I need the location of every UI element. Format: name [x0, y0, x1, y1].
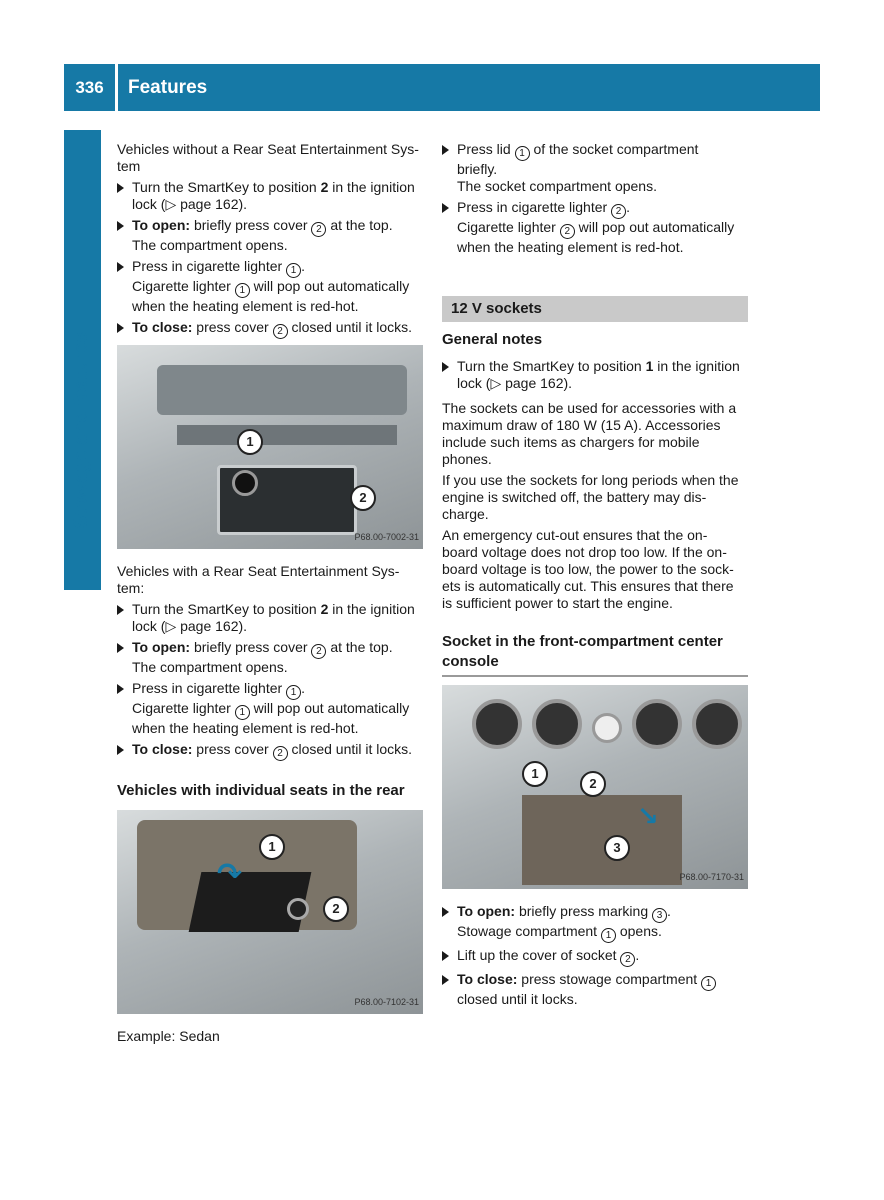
callout-2: 2: [323, 896, 349, 922]
lighter-shape: [232, 470, 258, 496]
marker-1-icon: 1: [601, 928, 616, 943]
clock-shape: [592, 713, 622, 743]
figure-front-console: [442, 685, 748, 889]
curved-arrow-icon: ↷: [217, 858, 243, 891]
step-turn-smartkey-2: Turn the SmartKey to position 2 in the ignition lock (▷ page 162).: [117, 601, 423, 635]
left-column: [117, 141, 423, 1049]
arrow-icon: [442, 907, 449, 917]
slot-shape: [177, 425, 397, 445]
arrow-icon: [117, 323, 124, 333]
marker-1-icon: 1: [235, 705, 250, 720]
step-turn-smartkey: Turn the SmartKey to position 2 in the ignition lock (▷ page 162).: [117, 179, 423, 213]
step-to-open-2: To open: briefly press cover 2 at the top. The compartment opens.: [117, 639, 423, 676]
step-to-close: To close: press cover 2 closed until it locks.: [117, 319, 423, 339]
figure-caption: Example: Sedan: [117, 1028, 220, 1044]
section-12v-sockets: 12 V sockets: [442, 296, 748, 322]
arrow-icon: [117, 262, 124, 272]
figure-code: P68.00-7002-31: [354, 532, 419, 542]
figure-individual-seats: [117, 810, 423, 1014]
vent-right-center-shape: [632, 699, 682, 749]
chapter-title: Features: [118, 64, 820, 111]
arrow-icon: [442, 975, 449, 985]
step-press-lighter-2: Press in cigarette lighter 1 . Cigarette lighter 1 will pop out automatically when the heating element is red-hot.: [117, 680, 423, 737]
callout-2: 2: [350, 485, 376, 511]
section-side-label: Stowage and features: [71, 331, 92, 529]
callout-2: 2: [580, 771, 606, 797]
marker-2-icon: 2: [273, 746, 288, 761]
marker-3-icon: 3: [652, 908, 667, 923]
arrow-icon: [442, 203, 449, 213]
marker-2-icon: 2: [311, 222, 326, 237]
page-number: 336: [64, 64, 115, 111]
step-to-close-3: To close: press stowage compartment 1 closed until it locks.: [442, 971, 748, 1008]
step-to-open: To open: briefly press cover 2 at the top. The compartment opens.: [117, 217, 423, 254]
marker-1-icon: 1: [286, 685, 301, 700]
step-to-open-3: To open: briefly press marking 3 . Stowage compartment 1 opens.: [442, 903, 748, 943]
figure-rear-lighter: [117, 345, 423, 549]
step-press-lighter-3: Press in cigarette lighter 2 . Cigarette lighter 2 will pop out automatically when the heating element is red-hot.: [442, 199, 748, 256]
callout-1: 1: [259, 834, 285, 860]
callout-3: 3: [604, 835, 630, 861]
step-turn-smartkey-3: Turn the SmartKey to position 1 in the ignition lock (▷ page 162).: [442, 358, 748, 392]
para-sockets-draw: The sockets can be used for accessories with a maximum draw of 180 W (15 A). Accessories include such items as chargers for mobile phones.: [442, 400, 737, 467]
arrow-icon: ↘: [637, 801, 659, 831]
marker-2-icon: 2: [611, 204, 626, 219]
vent-left-shape: [472, 699, 522, 749]
heading-front-socket: Socket in the front-compartment center console: [442, 632, 748, 677]
step-press-lighter: Press in cigarette lighter 1 . Cigarette lighter 1 will pop out automatically when the heating element is red-hot.: [117, 258, 423, 315]
para-emergency-cutout: An emergency cut-out ensures that the on- board voltage does not drop too low. If the on- board voltage is too low, the power to the sock- ets is automatically cut. This ensures that there is sufficient power to start the engine.: [442, 527, 734, 611]
arrow-icon: [117, 183, 124, 193]
page-header: [64, 64, 820, 111]
marker-2-icon: 2: [560, 224, 575, 239]
arrow-icon: [442, 362, 449, 372]
arrow-icon: [117, 605, 124, 615]
marker-1-icon: 1: [286, 263, 301, 278]
vent-shape: [157, 365, 407, 415]
callout-1: 1: [522, 761, 548, 787]
arrow-icon: [442, 951, 449, 961]
marker-2-icon: 2: [311, 644, 326, 659]
heading-individual-seats: Vehicles with individual seats in the rear: [117, 782, 405, 799]
intro-without-rse: Vehicles without a Rear Seat Entertainment Sys- tem: [117, 141, 419, 174]
para-battery-discharge: If you use the sockets for long periods when the engine is switched off, the battery may dis- charge.: [442, 472, 739, 522]
vent-left-center-shape: [532, 699, 582, 749]
callout-1: 1: [237, 429, 263, 455]
marker-1-icon: 1: [515, 146, 530, 161]
arrow-icon: [117, 745, 124, 755]
lighter-shape: [287, 898, 309, 920]
figure-code: P68.00-7170-31: [679, 872, 744, 882]
arrow-icon: [442, 145, 449, 155]
arrow-icon: [117, 221, 124, 231]
figure-code: P68.00-7102-31: [354, 997, 419, 1007]
arrow-icon: [117, 684, 124, 694]
heading-general-notes: General notes: [442, 331, 543, 348]
vent-right-shape: [692, 699, 742, 749]
marker-2-icon: 2: [620, 952, 635, 967]
step-to-close-2: To close: press cover 2 closed until it locks.: [117, 741, 423, 761]
step-press-lid: Press lid 1 of the socket compartment briefly. The socket compartment opens.: [442, 141, 748, 195]
marker-2-icon: 2: [273, 324, 288, 339]
intro-with-rse: Vehicles with a Rear Seat Entertainment Sys- tem:: [117, 563, 400, 596]
step-lift-cover: Lift up the cover of socket 2 .: [442, 947, 748, 967]
marker-1-icon: 1: [701, 976, 716, 991]
arrow-icon: [117, 643, 124, 653]
right-column: [442, 141, 748, 1012]
marker-1-icon: 1: [235, 283, 250, 298]
